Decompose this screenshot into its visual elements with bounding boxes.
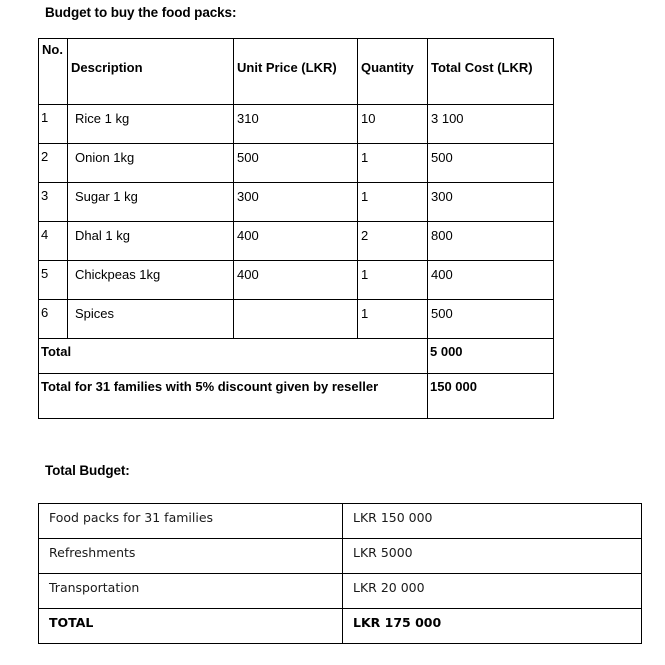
table-row	[39, 539, 642, 574]
total-value: 5 000	[428, 339, 554, 374]
budget-item-label: Refreshments	[39, 539, 343, 574]
table-row	[39, 300, 554, 339]
grand-total-label: Total for 31 families with 5% discount given by reseller	[39, 374, 428, 419]
budget-item-label: Food packs for 31 families	[39, 504, 343, 539]
cell-unit-price: 400	[234, 222, 358, 261]
cell-total-cost: 800	[428, 222, 554, 261]
cell-quantity: 1	[358, 261, 428, 300]
cell-description: Rice 1 kg	[68, 105, 234, 144]
total-budget-table-body	[39, 504, 642, 644]
grand-total-label: TOTAL	[39, 609, 343, 644]
table-row	[39, 105, 554, 144]
budget-item-label: Transportation	[39, 574, 343, 609]
cell-no: 4	[39, 222, 68, 261]
cell-unit-price: 400	[234, 261, 358, 300]
cell-quantity: 1	[358, 300, 428, 339]
cell-unit-price: 310	[234, 105, 358, 144]
cell-no: 6	[39, 300, 68, 339]
table-row	[39, 183, 554, 222]
cell-description: Spices	[68, 300, 234, 339]
column-header-description: Description	[68, 39, 234, 105]
column-header-total-cost: Total Cost (LKR)	[428, 39, 554, 105]
cell-no: 1	[39, 105, 68, 144]
table-total-row	[39, 339, 554, 374]
cell-description: Onion 1kg	[68, 144, 234, 183]
food-packs-budget-table	[38, 38, 554, 419]
cell-total-cost: 400	[428, 261, 554, 300]
page-title-total-budget: Total Budget:	[45, 463, 130, 478]
table-grand-total-row	[39, 374, 554, 419]
cell-total-cost: 3 100	[428, 105, 554, 144]
table-header	[39, 39, 554, 105]
cell-total-cost: 500	[428, 144, 554, 183]
table-row	[39, 574, 642, 609]
page-title-food-packs: Budget to buy the food packs:	[45, 5, 237, 20]
cell-unit-price: 300	[234, 183, 358, 222]
total-label: Total	[39, 339, 428, 374]
cell-no: 3	[39, 183, 68, 222]
table-row	[39, 222, 554, 261]
column-header-unit-price: Unit Price (LKR)	[234, 39, 358, 105]
cell-no: 5	[39, 261, 68, 300]
budget-item-value: LKR 5000	[343, 539, 642, 574]
cell-description: Sugar 1 kg	[68, 183, 234, 222]
cell-description: Dhal 1 kg	[68, 222, 234, 261]
cell-no: 2	[39, 144, 68, 183]
cell-quantity: 1	[358, 183, 428, 222]
cell-unit-price: 500	[234, 144, 358, 183]
cell-quantity: 10	[358, 105, 428, 144]
cell-description: Chickpeas 1kg	[68, 261, 234, 300]
table-header-row	[39, 39, 554, 105]
table-row	[39, 261, 554, 300]
cell-quantity: 2	[358, 222, 428, 261]
grand-total-value: 150 000	[428, 374, 554, 419]
table-grand-total-row	[39, 609, 642, 644]
budget-item-value: LKR 150 000	[343, 504, 642, 539]
column-header-no: No.	[39, 39, 68, 105]
cell-total-cost: 300	[428, 183, 554, 222]
table-row	[39, 504, 642, 539]
table-row	[39, 144, 554, 183]
cell-quantity: 1	[358, 144, 428, 183]
cell-total-cost: 500	[428, 300, 554, 339]
column-header-quantity: Quantity	[358, 39, 428, 105]
cell-unit-price	[234, 300, 358, 339]
table-body	[39, 105, 554, 419]
budget-item-value: LKR 20 000	[343, 574, 642, 609]
grand-total-value: LKR 175 000	[343, 609, 642, 644]
total-budget-table	[38, 503, 642, 644]
